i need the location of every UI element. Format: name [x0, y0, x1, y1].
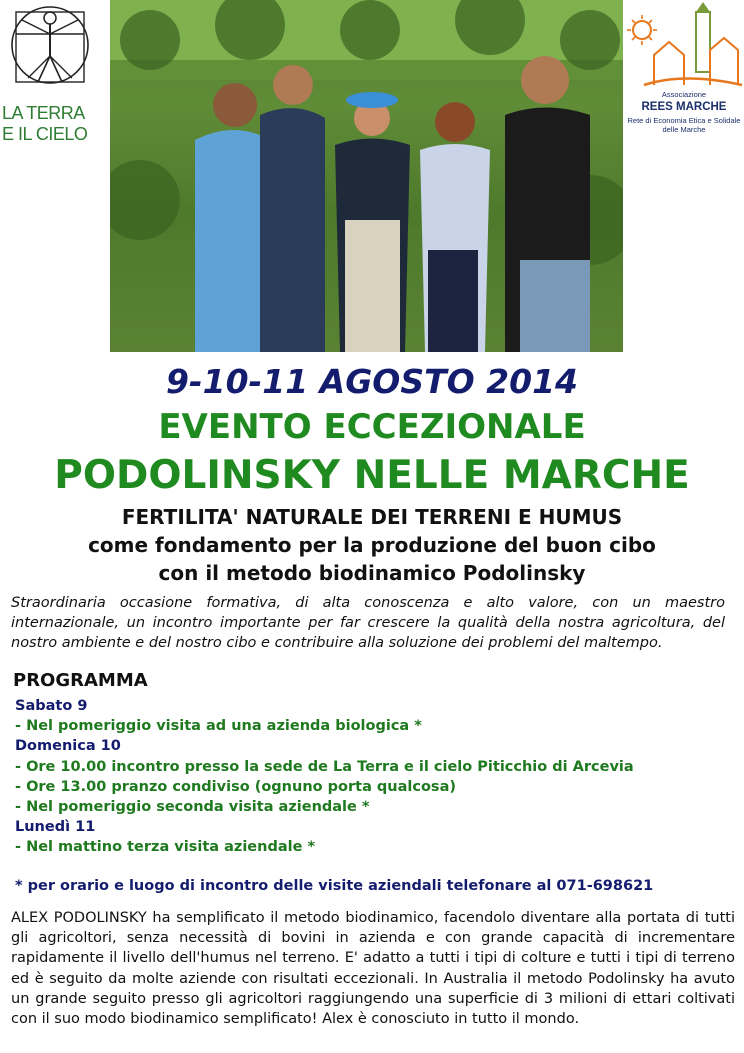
event-subtitle-3: con il metodo biodinamico Podolinsky	[158, 561, 586, 585]
programma-day: Sabato 9	[15, 698, 88, 714]
programma-item: - Ore 13.00 pranzo condiviso (ognuno porta qualcosa)	[15, 778, 456, 795]
programma-item: - Nel mattino terza visita aziendale *	[15, 839, 316, 856]
people-in-vineyard-illustration	[110, 0, 623, 352]
event-date: 9-10-11 AGOSTO 2014	[165, 362, 579, 401]
event-headline: EVENTO ECCEZIONALE	[158, 407, 586, 447]
vitruvian-man-icon	[0, 0, 110, 100]
programma-day: Domenica 10	[15, 738, 121, 755]
rees-logo-subtitle-line1: Rete di Economia Etica e Solidale	[627, 116, 741, 125]
programma-item: - Nel pomeriggio seconda visita aziendale *	[15, 799, 370, 815]
programma-title: PROGRAMMA	[13, 670, 148, 691]
la-terra-logo-line2: E IL CIELO	[2, 124, 88, 144]
event-photo	[110, 0, 623, 352]
programma-day: Lunedì 11	[15, 819, 96, 836]
programma-note: * per orario e luogo di incontro delle visite aziendali telefonare al 071-698621	[15, 878, 654, 894]
la-terra-logo-line1: LA TERRA	[2, 103, 85, 123]
programma-item: - Ore 10.00 incontro presso la sede de La Terra e il cielo Piticchio di Arcevia	[15, 758, 634, 775]
intro-paragraph: Straordinaria occasione formativa, di alta conoscenza e alto valore, con un maestro internazionale, un incontro importante per far crescere la qualità della nostra agricoltura, del nostro ambiente e del nostro cibo e contribuire alla soluzione dei problemi del maltempo.	[11, 595, 725, 651]
rees-logo-name: REES MARCHE	[641, 101, 727, 113]
bio-paragraph: ALEX PODOLINSKY ha semplificato il metodo biodinamico, facendolo diventare alla portata di tutti gli agricoltori, senza necessità di bovini in azienda e con grande capacità di incrementare rapidamente il livello dell'humus nel terreno. E' adatto a tutti i tipi di colture e tutti i tipi di terreno ed è seguito da molte aziende con risultati eccezionali. In Australia il metodo Podolinsky ha avuto un grande seguito presso gli agricoltori raggiungendo una superficie di 3 milioni di ettari coltivati con il suo modo biodinamico semplificato! Alex è conosciuto in tutto il mondo.	[11, 910, 735, 1028]
rees-logo-subtitle	[624, 116, 744, 134]
rees-logo-small: Associazione	[661, 90, 707, 99]
la-terra-logo-text	[2, 103, 110, 145]
event-subtitle-1: FERTILITA' NATURALE DEI TERRENI E HUMUS	[121, 505, 623, 529]
rees-logo-subtitle-line2: delle Marche	[662, 125, 706, 134]
event-subtitle-2: come fondamento per la produzione del buon cibo	[88, 533, 656, 557]
programma-item: - Nel pomeriggio visita ad una azienda biologica *	[15, 718, 422, 735]
town-sun-icon	[624, 0, 744, 90]
event-title: PODOLINSKY NELLE MARCHE	[54, 453, 690, 498]
